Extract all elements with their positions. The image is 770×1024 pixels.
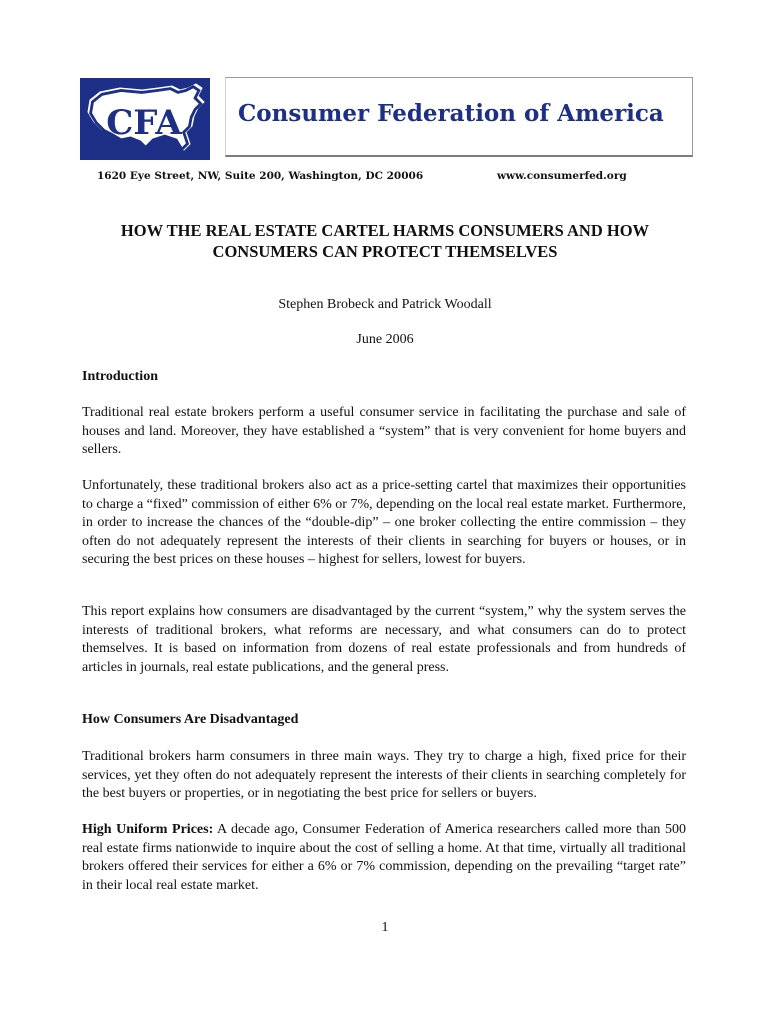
organization-name: Consumer Federation of America (238, 100, 664, 127)
cfa-logo (80, 78, 210, 160)
page-number: 1 (381, 920, 389, 935)
section-heading-disadvantaged: How Consumers Are Disadvantaged (82, 712, 299, 727)
high-prices-text: A decade ago, Consumer Federation of America researchers called more than 500 real estate firms nationwide to inquire about the cost of selling a home. At that time, virtually all traditional brokers offered their services for either a 6% or 7% commission, depending on the prevailing “target rate” in their local real estate market. (82, 822, 686, 893)
intro-paragraph-1: Traditional real estate brokers perform a useful consumer service in facilitating the purchase and sale of houses and land. Moreover, they have established a “system” that is very convenient for home buyers and sellers. (82, 405, 686, 458)
title-line-1: HOW THE REAL ESTATE CARTEL HARMS CONSUMERS AND HOW (120, 221, 650, 240)
authors: Stephen Brobeck and Patrick Woodall (278, 297, 492, 312)
logo-text: CFA (106, 103, 182, 143)
intro-paragraph-2: Unfortunately, these traditional brokers also act as a price-setting cartel that maximizes their opportunities to charge a “fixed” commission of either 6% or 7%, depending on the local real estate market. Furthermore, in order to increase the chances of the “double-dip” – one broker collecting the entire commission – they often do not adequately represent the interests of their clients in searching for buyers or houses, or in securing the best prices on these houses – highest for sellers, lowest for buyers. (82, 478, 686, 568)
disadvantaged-paragraph-1: Traditional brokers harm consumers in three main ways. They try to charge a high, fixed price for their services, yet they often do not adequately represent the interests of their clients in searching completely for the best buyers or properties, or in negotiating the best price for sellers or buyers. (82, 749, 686, 802)
address-line: 1620 Eye Street, NW, Suite 200, Washington, DC 20006 (97, 170, 424, 182)
website-link[interactable]: www.consumerfed.org (497, 170, 627, 182)
intro-paragraph-3: This report explains how consumers are disadvantaged by the current “system,” why the system serves the interests of traditional brokers, what reforms are necessary, and what consumers can do to protect themselves. It is based on information from dozens of real estate professionals and from hundreds of articles in journals, real estate publications, and the general press. (82, 604, 686, 675)
publication-date: June 2006 (356, 332, 414, 347)
section-heading-introduction: Introduction (82, 369, 158, 384)
document-title (80, 220, 690, 262)
usa-map-logo-icon (80, 78, 210, 160)
high-prices-paragraph (82, 821, 686, 895)
title-line-2: CONSUMERS CAN PROTECT THEMSELVES (212, 242, 558, 261)
high-prices-lead: High Uniform Prices: (82, 822, 214, 837)
letterhead-box (225, 77, 693, 157)
